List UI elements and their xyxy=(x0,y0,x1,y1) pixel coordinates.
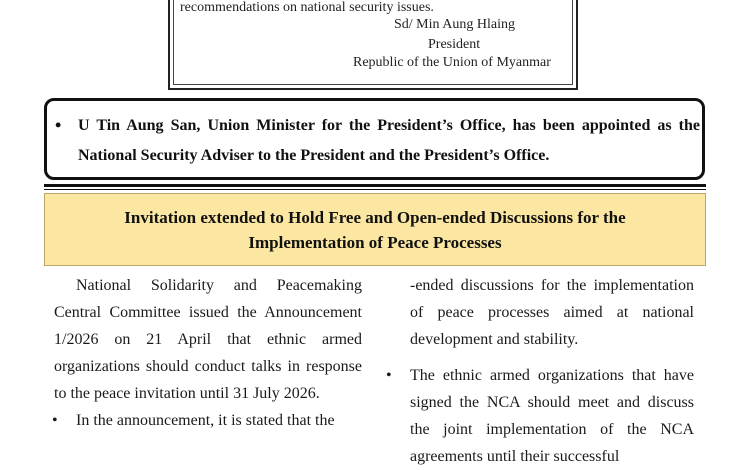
left-bullet-marker: • xyxy=(52,412,58,429)
appointment-box xyxy=(44,98,705,180)
left-paragraph: National Solidarity and Peacemaking Central Committee issued the Announcement 1/2026 on 21 April that ethnic armed organizations should conduct talks in response to the peace invitation until 31 July 2026. xyxy=(54,277,362,402)
right-column xyxy=(386,272,694,470)
headline: Invitation extended to Hold Free and Open-ended Discussions for the Implementation of Peace Processes xyxy=(124,207,626,252)
left-bullet-item xyxy=(54,407,362,434)
right-bullet-item xyxy=(386,362,694,470)
divider-thin xyxy=(44,189,706,190)
notice-title: President xyxy=(428,37,481,52)
left-bullet-text: In the announcement, it is stated that the xyxy=(76,412,335,429)
right-continuation: -ended discussions for the implementation of peace processes aimed at national development and stability. xyxy=(410,277,694,348)
appointment-bullet: • xyxy=(55,115,62,135)
right-bullet-text: The ethnic armed organizations that have signed the NCA should meet and discuss the joint implementation of the NCA agreements until their successful xyxy=(410,367,694,465)
right-bullet-marker: • xyxy=(386,367,392,384)
divider-thick xyxy=(44,184,706,187)
notice-country: Republic of the Union of Myanmar xyxy=(353,55,551,70)
left-column xyxy=(54,272,362,434)
appointment-text: U Tin Aung San, Union Minister for the President’s Office, has been appointed as the National Security Adviser to the President and the President’s Office. xyxy=(78,117,700,164)
notice-signature: Sd/ Min Aung Hlaing xyxy=(394,17,515,32)
notice-box xyxy=(168,0,578,90)
notice-recommendation-line: recommendations on national security issues. xyxy=(180,0,434,15)
headline-banner xyxy=(44,193,706,266)
